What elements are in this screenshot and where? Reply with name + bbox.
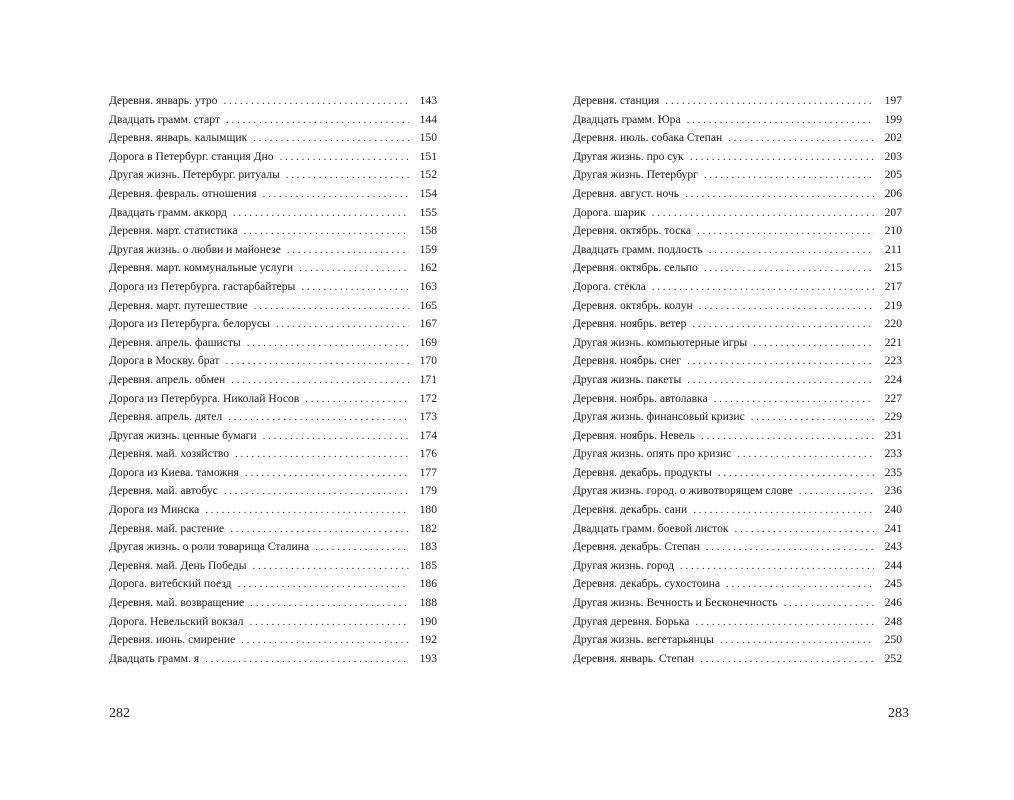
toc-entry-page-number: 177: [419, 465, 437, 479]
toc-entry-title: Другая жизнь. Вечность и Бесконечность: [573, 596, 778, 610]
toc-entry: [573, 259, 902, 278]
dot-leader: [697, 222, 874, 241]
toc-entry: [109, 92, 437, 111]
toc-entry-title: Деревня. декабрь. сухостоина: [573, 577, 721, 591]
dot-leader: [720, 631, 874, 650]
toc-entry-page-number: 203: [884, 149, 902, 163]
toc-entry: [109, 148, 437, 167]
toc-entry: [573, 129, 902, 148]
toc-entry: [573, 371, 902, 390]
toc-entry-title: Другая деревня. Борька: [573, 614, 690, 628]
toc-entry: [573, 148, 902, 167]
dot-leader: [680, 557, 874, 576]
right-page: [507, 0, 1014, 800]
dot-leader: [263, 427, 409, 446]
toc-entry-title: Деревня. февраль. отношения: [109, 186, 257, 200]
toc-entry-page-number: 167: [419, 317, 437, 331]
toc-entry: [573, 464, 902, 483]
toc-entry-page-number: 227: [884, 391, 902, 405]
toc-entry-title: Другая жизнь. город: [573, 558, 674, 572]
toc-entry: [109, 315, 437, 334]
toc-entry-title: Другая жизнь. про сук: [573, 149, 684, 163]
toc-entry-page-number: 188: [419, 596, 437, 610]
toc-entry-title: Другая жизнь. финансовый кризис: [573, 410, 745, 424]
toc-entry: [109, 538, 437, 557]
toc-entry-page-number: 205: [884, 168, 902, 182]
toc-entry-title: Деревня. станция: [573, 94, 660, 107]
dot-leader: [250, 594, 409, 613]
dot-leader: [315, 538, 409, 557]
toc-entry-title: Другая жизнь. вегетарьянцы: [573, 633, 714, 647]
toc-entry-title: Двадцать грамм. аккорд: [109, 205, 227, 219]
toc-entry-title: Другая жизнь. компьютерные игры: [573, 335, 748, 349]
toc-entry-title: Деревня. ноябрь. Невель: [573, 428, 695, 442]
toc-entry: [573, 241, 902, 260]
toc-entry-title: Деревня. июнь. смирение: [109, 633, 236, 647]
dot-leader: [692, 315, 874, 334]
dot-leader: [699, 297, 874, 316]
toc-entry-page-number: 186: [419, 577, 437, 591]
dot-leader: [751, 408, 874, 427]
dot-leader: [235, 445, 409, 464]
toc-entry-page-number: 171: [419, 372, 437, 386]
toc-entry-title: Деревня. ноябрь. автолавка: [573, 391, 708, 405]
toc-entry-page-number: 217: [884, 279, 902, 293]
toc-entry-page-number: 172: [419, 391, 437, 405]
toc-entry-page-number: 221: [884, 335, 902, 349]
dot-leader: [205, 501, 409, 520]
dot-leader: [299, 259, 409, 278]
toc-entry: [109, 445, 437, 464]
dot-leader: [238, 575, 409, 594]
toc-entry: [573, 631, 902, 650]
toc-entry-title: Деревня. март. статистика: [109, 224, 238, 238]
toc-entry-page-number: 180: [419, 503, 437, 517]
toc-entry-page-number: 155: [419, 205, 437, 219]
toc-entry: [109, 204, 437, 223]
toc-entry-title: Деревня. март. путешествие: [109, 298, 248, 312]
dot-leader: [687, 352, 874, 371]
toc-entry-page-number: 176: [419, 447, 437, 461]
dot-leader: [753, 334, 874, 353]
toc-entry-page-number: 206: [884, 186, 902, 200]
toc-entry-title: Дорога из Петербурга. белорусы: [109, 317, 270, 331]
toc-entry-page-number: 215: [884, 261, 902, 275]
dot-leader: [728, 129, 874, 148]
toc-entry: [573, 166, 902, 185]
dot-leader: [250, 613, 409, 632]
toc-entry-page-number: 202: [884, 131, 902, 145]
dot-leader: [233, 204, 409, 223]
dot-leader: [718, 464, 874, 483]
toc-entry: [109, 575, 437, 594]
dot-leader: [224, 482, 409, 501]
toc-entry: [573, 445, 902, 464]
toc-entry: [573, 334, 902, 353]
toc-entry: [109, 111, 437, 130]
toc-entry-page-number: 154: [419, 186, 437, 200]
toc-entry: [573, 222, 902, 241]
dot-leader: [685, 185, 874, 204]
dot-leader: [735, 520, 874, 539]
dot-leader: [687, 111, 874, 130]
dot-leader: [709, 241, 874, 260]
dot-leader: [253, 129, 409, 148]
toc-entry: [109, 631, 437, 650]
toc-entry: [109, 501, 437, 520]
dot-leader: [287, 241, 409, 260]
dot-leader: [205, 650, 409, 669]
dot-leader: [695, 613, 874, 632]
toc-entry-title: Деревня. май. День Победы: [109, 558, 247, 572]
toc-entry-title: Другая жизнь. Петербург. ритуалы: [109, 168, 280, 182]
toc-entry: [109, 259, 437, 278]
toc-entry-title: Другая жизнь. пакеты: [573, 372, 682, 386]
toc-entry: [109, 297, 437, 316]
toc-entry: [109, 129, 437, 148]
toc-entry-page-number: 174: [419, 428, 437, 442]
dot-leader: [286, 166, 409, 185]
toc-entry-title: Деревня. май. автобус: [109, 484, 218, 498]
table-of-contents-right: [573, 92, 902, 668]
toc-entry-title: Дорога из Петербурга. гастарбайтеры: [109, 279, 296, 293]
toc-entry: [573, 520, 902, 539]
toc-entry-page-number: 185: [419, 558, 437, 572]
dot-leader: [305, 390, 409, 409]
toc-entry-title: Дорога. стёкла: [573, 279, 646, 293]
toc-entry: [573, 557, 902, 576]
toc-entry: [573, 613, 902, 632]
dot-leader: [254, 297, 409, 316]
toc-entry-title: Дорога. Невельский вокзал: [109, 614, 244, 628]
toc-entry-title: Другая жизнь. ценные бумаги: [109, 428, 257, 442]
toc-entry-title: Деревня. октябрь. тоска: [573, 224, 691, 238]
toc-entry-title: Дорога из Минска: [109, 503, 200, 517]
toc-entry-page-number: 199: [884, 112, 902, 126]
toc-entry: [109, 408, 437, 427]
toc-entry-page-number: 162: [419, 261, 437, 275]
toc-entry-title: Деревня. май. возвращение: [109, 596, 245, 610]
toc-entry-title: Деревня. май. хозяйство: [109, 447, 230, 461]
dot-leader: [243, 222, 409, 241]
toc-entry-page-number: 235: [884, 465, 902, 479]
toc-entry-title: Деревня. март. коммунальные услуги: [109, 261, 294, 275]
toc-entry-title: Дорога в Петербург. станция Дно: [109, 149, 274, 163]
toc-entry-title: Деревня. декабрь. сани: [573, 503, 688, 517]
dot-leader: [799, 482, 874, 501]
table-of-contents-left: [109, 92, 437, 668]
toc-entry: [109, 594, 437, 613]
toc-entry-page-number: 246: [884, 596, 902, 610]
dot-leader: [652, 204, 874, 223]
dot-leader: [301, 278, 409, 297]
page-number-right: 283: [888, 706, 909, 721]
dot-leader: [690, 148, 874, 167]
dot-leader: [228, 408, 409, 427]
toc-entry-page-number: 211: [885, 242, 902, 256]
toc-entry-page-number: 192: [419, 633, 437, 647]
toc-entry-page-number: 207: [884, 205, 902, 219]
toc-entry-page-number: 248: [884, 614, 902, 628]
dot-leader: [253, 557, 409, 576]
toc-entry-page-number: 210: [884, 224, 902, 238]
toc-entry-title: Дорога в Москву. брат: [109, 354, 220, 368]
toc-entry-page-number: 170: [419, 354, 437, 368]
toc-entry: [109, 613, 437, 632]
toc-entry: [109, 427, 437, 446]
dot-leader: [737, 445, 874, 464]
toc-entry: [573, 297, 902, 316]
toc-entry: [109, 166, 437, 185]
toc-entry-page-number: 243: [884, 540, 902, 554]
page-number-left: 282: [109, 706, 130, 721]
toc-entry-page-number: 150: [419, 131, 437, 145]
toc-entry: [573, 575, 902, 594]
dot-leader: [231, 371, 409, 390]
toc-entry: [573, 482, 902, 501]
toc-entry-page-number: 159: [419, 242, 437, 256]
toc-entry-title: Деревня. январь. Степан: [573, 651, 695, 665]
toc-entry-page-number: 244: [884, 558, 902, 572]
toc-entry-title: Деревня. апрель. дятел: [109, 410, 223, 424]
toc-entry-page-number: 252: [884, 651, 902, 665]
toc-entry: [109, 352, 437, 371]
toc-entry-title: Деревня. июль. собака Степан: [573, 131, 723, 145]
toc-entry: [109, 390, 437, 409]
toc-entry-page-number: 163: [419, 279, 437, 293]
toc-entry: [573, 204, 902, 223]
toc-entry-page-number: 143: [419, 94, 437, 107]
toc-entry-title: Деревня. декабрь. продукты: [573, 465, 712, 479]
toc-entry-page-number: 241: [884, 521, 902, 535]
toc-entry-title: Двадцать грамм. старт: [109, 112, 220, 126]
toc-entry-page-number: 231: [884, 428, 902, 442]
toc-entry: [573, 278, 902, 297]
dot-leader: [704, 259, 874, 278]
dot-leader: [706, 538, 874, 557]
toc-entry: [109, 241, 437, 260]
toc-entry-page-number: 190: [419, 614, 437, 628]
toc-entry-title: Двадцать грамм. подлость: [573, 242, 703, 256]
dot-leader: [247, 334, 409, 353]
toc-entry-page-number: 245: [884, 577, 902, 591]
toc-entry-title: Другая жизнь. о любви и майонезе: [109, 242, 281, 256]
toc-entry-title: Деревня. январь. калымщик: [109, 131, 248, 145]
toc-entry: [109, 222, 437, 241]
dot-leader: [665, 92, 874, 111]
toc-entry: [573, 390, 902, 409]
toc-entry: [109, 650, 437, 669]
toc-entry-title: Дорога. витебский поезд: [109, 577, 232, 591]
dot-leader: [652, 278, 874, 297]
dot-leader: [701, 427, 874, 446]
toc-entry-page-number: 158: [419, 224, 437, 238]
dot-leader: [230, 520, 409, 539]
toc-entry-page-number: 193: [419, 651, 437, 665]
toc-entry-page-number: 173: [419, 410, 437, 424]
toc-entry: [109, 464, 437, 483]
dot-leader: [704, 166, 874, 185]
toc-entry-title: Другая жизнь. город. о животворящем слове: [573, 484, 793, 498]
dot-leader: [726, 575, 874, 594]
toc-entry-page-number: 229: [884, 410, 902, 424]
dot-leader: [784, 594, 874, 613]
toc-entry-page-number: 183: [419, 540, 437, 554]
toc-entry-title: Другая жизнь. о роли товарища Сталина: [109, 540, 310, 554]
toc-entry-title: Двадцать грамм. я: [109, 651, 200, 665]
toc-entry: [573, 594, 902, 613]
toc-entry-title: Другая жизнь. Петербург: [573, 168, 698, 182]
toc-entry-page-number: 182: [419, 521, 437, 535]
toc-entry-title: Деревня. декабрь. Степан: [573, 540, 700, 554]
toc-entry-page-number: 219: [884, 298, 902, 312]
toc-entry: [573, 315, 902, 334]
toc-entry: [573, 501, 902, 520]
toc-entry-page-number: 151: [419, 149, 437, 163]
toc-entry: [573, 352, 902, 371]
dot-leader: [276, 315, 409, 334]
toc-entry-title: Деревня. октябрь. колун: [573, 298, 693, 312]
dot-leader: [245, 464, 409, 483]
toc-entry: [109, 334, 437, 353]
dot-leader: [263, 185, 409, 204]
toc-entry-title: Дорога. шарик: [573, 205, 646, 219]
dot-leader: [226, 111, 409, 130]
toc-entry: [109, 557, 437, 576]
toc-entry-title: Деревня. август. ночь: [573, 186, 680, 200]
toc-entry: [573, 111, 902, 130]
toc-entry: [109, 371, 437, 390]
toc-entry-page-number: 179: [419, 484, 437, 498]
dot-leader: [241, 631, 409, 650]
toc-entry-page-number: 152: [419, 168, 437, 182]
toc-entry-title: Деревня. январь. утро: [109, 94, 218, 107]
toc-entry: [573, 92, 902, 111]
dot-leader: [687, 371, 874, 390]
toc-entry: [573, 427, 902, 446]
toc-entry: [573, 185, 902, 204]
toc-entry-title: Двадцать грамм. боевой листок: [573, 521, 729, 535]
toc-entry-title: Дорога из Петербурга. Николай Носов: [109, 391, 300, 405]
toc-entry-page-number: 236: [884, 484, 902, 498]
toc-entry-page-number: 240: [884, 503, 902, 517]
toc-entry-page-number: 250: [884, 633, 902, 647]
toc-entry: [573, 650, 902, 669]
toc-entry-title: Деревня. апрель. фашисты: [109, 335, 241, 349]
dot-leader: [693, 501, 874, 520]
toc-entry-page-number: 144: [419, 112, 437, 126]
dot-leader: [714, 390, 874, 409]
toc-entry-title: Дорога из Киева. таможня: [109, 465, 239, 479]
toc-entry: [109, 278, 437, 297]
toc-entry-page-number: 223: [884, 354, 902, 368]
toc-entry-title: Деревня. ноябрь. снег: [573, 354, 682, 368]
toc-entry-page-number: 197: [884, 94, 902, 107]
toc-entry-title: Другая жизнь. опять про кризис: [573, 447, 732, 461]
toc-entry-page-number: 224: [884, 372, 902, 386]
toc-entry-page-number: 169: [419, 335, 437, 349]
toc-entry-title: Деревня. октябрь. сельпо: [573, 261, 698, 275]
toc-entry-page-number: 233: [884, 447, 902, 461]
dot-leader: [280, 148, 409, 167]
toc-entry-title: Деревня. апрель. обмен: [109, 372, 226, 386]
toc-entry-title: Деревня. ноябрь. ветер: [573, 317, 687, 331]
toc-entry: [109, 185, 437, 204]
dot-leader: [700, 650, 874, 669]
toc-entry: [109, 482, 437, 501]
dot-leader: [223, 92, 409, 111]
toc-entry-page-number: 165: [419, 298, 437, 312]
toc-entry-title: Деревня. май. растение: [109, 521, 225, 535]
dot-leader: [225, 352, 409, 371]
toc-entry: [573, 538, 902, 557]
toc-entry-title: Двадцать грамм. Юра: [573, 112, 681, 126]
toc-entry-page-number: 220: [884, 317, 902, 331]
toc-entry: [573, 408, 902, 427]
toc-entry: [109, 520, 437, 539]
